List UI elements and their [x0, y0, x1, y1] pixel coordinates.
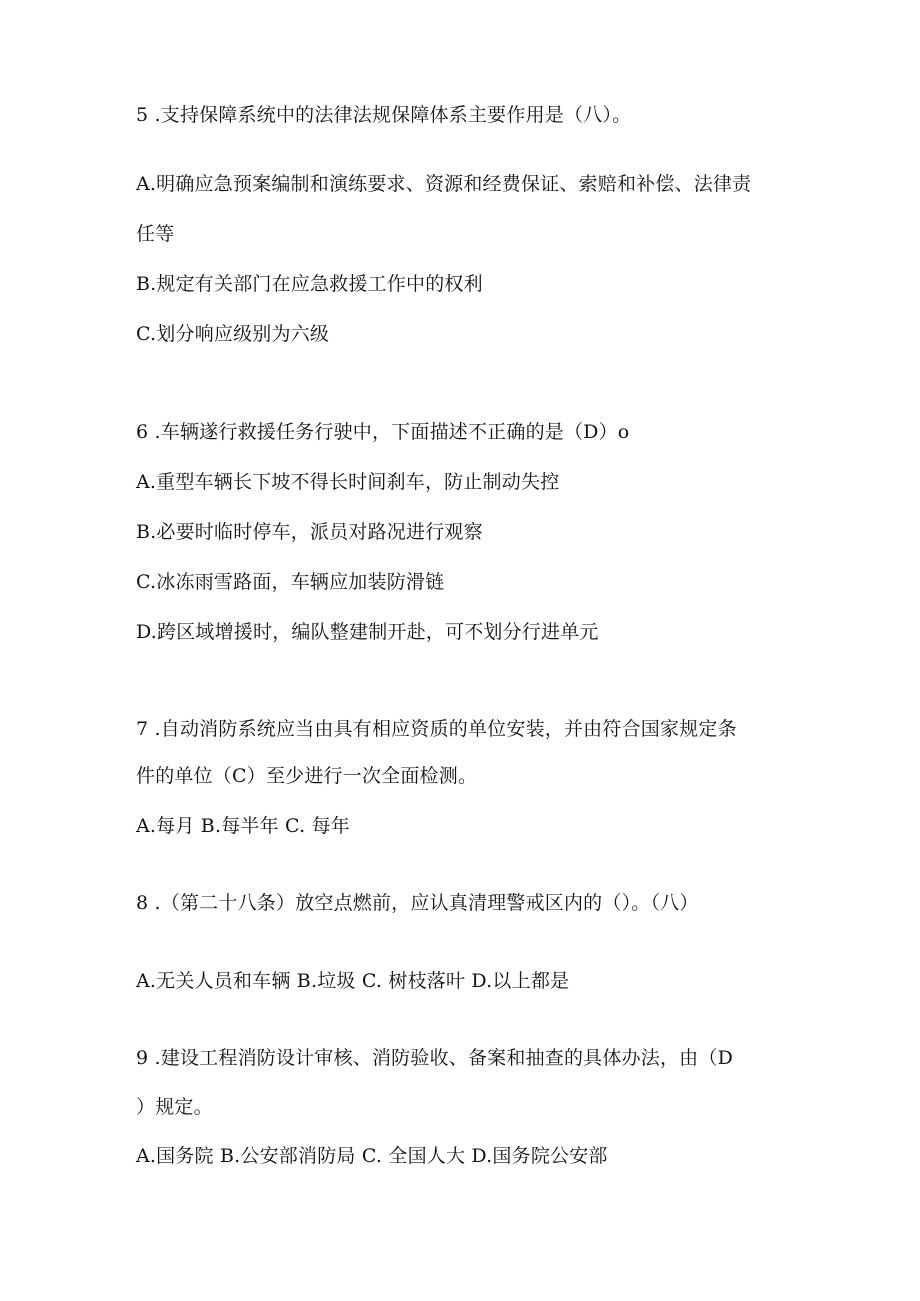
question-6-option-d: D.跨区域增援时，编队整建制开赴，可不划分行进单元	[136, 621, 599, 643]
question-6-option-b: B.必要时临时停车，派员对路况进行观察	[136, 521, 483, 543]
question-9-options: A.国务院 B.公安部消防局 C. 全国人大 D.国务院公安部	[136, 1145, 608, 1167]
question-6-stem: 6 .车辆遂行救援任务行驶中，下面描述不正确的是（D）o	[136, 421, 630, 443]
question-9-stem-continued: ）规定。	[136, 1096, 213, 1118]
question-5-stem: 5 .支持保障系统中的法律法规保障体系主要作用是（八）。	[136, 104, 632, 126]
question-5-option-a: A.明确应急预案编制和演练要求、资源和经费保证、索赔和补偿、法律责	[136, 173, 752, 195]
question-6-option-c: C.冰冻雨雪路面，车辆应加装防滑链	[136, 571, 445, 593]
question-9-stem: 9 .建设工程消防设计审核、消防验收、备案和抽查的具体办法，由（D	[136, 1047, 734, 1069]
question-5-option-b: B.规定有关部门在应急救援工作中的权利	[136, 273, 483, 295]
question-6-option-a: A.重型车辆长下坡不得长时间刹车，防止制动失控	[136, 471, 560, 493]
question-7-stem: 7 .自动消防系统应当由具有相应资质的单位安装，并由符合国家规定条	[136, 718, 737, 740]
question-8-stem: 8 .（第二十八条）放空点燃前，应认真清理警戒区内的（）。（八）	[136, 892, 699, 914]
question-7-options: A.每月 B.每半年 C. 每年	[136, 815, 350, 837]
question-7-stem-continued: 件的单位（C）至少进行一次全面检测。	[136, 765, 478, 787]
question-8-options: A.无关人员和车辆 B.垃圾 C. 树枝落叶 D.以上都是	[136, 970, 570, 992]
question-5-option-c: C.划分响应级别为六级	[136, 323, 330, 345]
question-5-option-a-continued: 任等	[136, 223, 175, 245]
